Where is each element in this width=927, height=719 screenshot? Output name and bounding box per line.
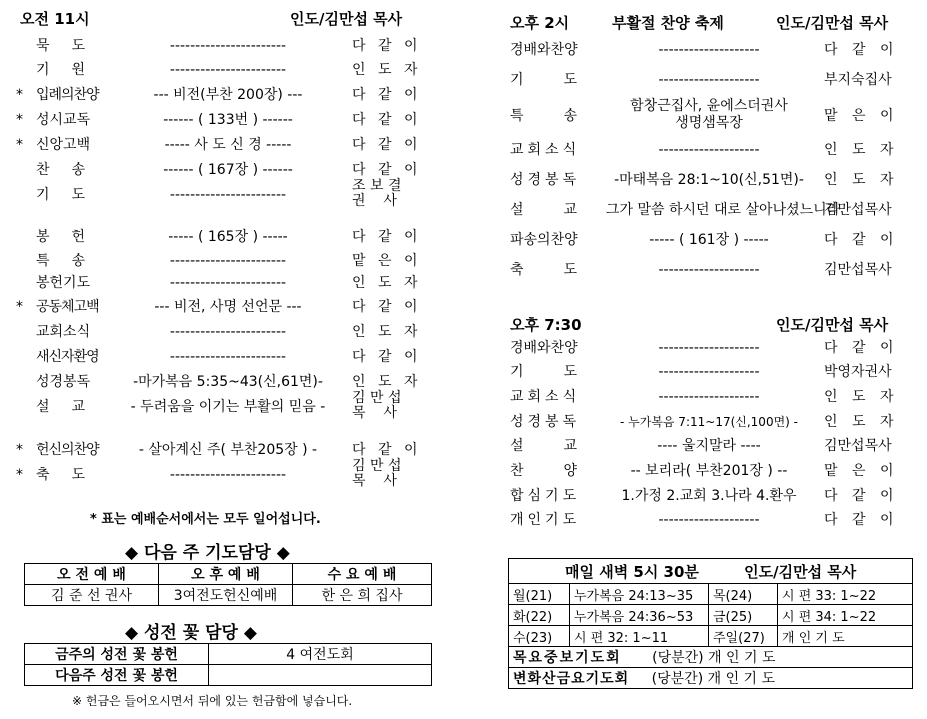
service-leader: 다 같 이 [824,488,899,504]
diamond-icon: ◆ [243,623,257,643]
offering-note: ※ 헌금은 들어오시면서 뒤에 있는 헌금함에 넣습니다. [72,694,353,708]
flower-label: 다음주 성전 꽃 봉헌 [25,665,209,686]
service-label: 봉헌기도 [36,275,91,291]
service-leader: 다 같 이 [352,229,422,245]
service-label: 신앙고백 [36,137,91,153]
service-label: 찬양 [510,463,618,479]
service-leader: 김 만 섭 목 사 [352,390,402,421]
service-label: 공동체고백 [36,299,99,315]
service-leader: 다 같 이 [352,112,422,128]
service-row [0,170,927,190]
service-leader: 김 만 섭 목 사 [352,458,402,489]
service-detail: - 누가복음 7:11~17(신,100면) - [619,415,798,429]
service-detail: ----------------------- [169,349,287,365]
dawn-day: 월(21) [509,584,570,605]
thursday-prayer-label: 목요중보기도회 [513,650,622,666]
service-leader: 김만섭목사 [824,438,892,454]
dawn-leader: 인도/김만섭 목사 [744,562,857,581]
standing-mark: * [16,87,23,103]
service-detail: ----------------------- [169,187,287,203]
service-row [0,387,927,407]
service-row [0,461,927,481]
flower-table [24,643,432,686]
standing-footnote: * 표는 예배순서에서는 모두 일어섭니다. [90,512,321,527]
service-detail: -------------------- [658,389,760,405]
service-label: 성경봉독 [510,414,581,430]
dawn-reading: 누가복음 24:36~53 [570,605,709,626]
service-detail: ----------------------- [169,62,287,78]
service-detail: ----- ( 165장 ) ----- [168,229,288,245]
service-row [0,230,927,250]
service-leader: 다 같 이 [824,512,899,528]
service-row [0,98,927,131]
dawn-day: 주일(27) [709,626,778,647]
service-leader: 김만섭목사 [824,202,892,218]
service-label: 합심기도 [510,488,581,504]
service-label: 헌신의찬양 [36,442,99,458]
service-leader: 인 도 자 [352,324,422,340]
morning-time: 오전 11시 [20,10,90,28]
dawn-reading: 시 편 34: 1~22 [778,605,913,626]
service-detail: -------------------- [658,42,760,58]
service-leader: 다 같 이 [352,349,422,365]
service-leader: 다 같 이 [824,232,899,248]
service-detail: --- 비전(부찬 200장) --- [153,87,303,103]
prayer-value: 한 은 희 집사 [293,585,432,606]
service-label: 봉헌 [36,229,108,245]
service-leader: 다 같 이 [824,340,899,356]
service-label: 성경봉독 [510,172,581,188]
service-label: 경배와찬양 [510,42,578,58]
service-label: 성시교독 [36,112,91,128]
service-detail: ----------------------- [169,467,287,483]
morning-leader: 인도/김만섭 목사 [290,10,403,28]
prayer-header: 수 요 예 배 [293,564,432,585]
service-leader: 조 보 결 권 사 [352,178,402,209]
service-label: 기원 [36,62,108,78]
pm2-leader: 인도/김만섭 목사 [776,14,889,32]
service-row [0,40,927,60]
dawn-reading: 개 인 기 도 [778,626,913,647]
service-row [0,260,927,280]
service-detail: ----------------------- [169,38,287,54]
service-label: 설교 [510,202,618,218]
standing-mark: * [16,112,23,128]
service-detail: --- 비전, 사명 선언문 --- [154,299,302,315]
friday-prayer-value: (당분간) 개 인 기 도 [651,671,776,687]
next-week-title: ◆ 다음 주 기도담당 ◆ [125,543,290,563]
service-label: 성경봉독 [36,374,91,390]
service-leader: 부지숙집사 [824,72,892,88]
service-detail: ----------------------- [169,275,287,291]
service-label: 새신자환영 [36,349,99,365]
service-detail: - 살아계신 주( 부찬205장 ) - [138,442,318,458]
standing-mark: * [16,299,23,315]
service-row [0,70,927,90]
service-leader: 다 같 이 [352,162,422,178]
service-row [0,510,927,530]
service-detail: ---- 울지말라 ---- [657,438,761,454]
flower-label: 금주의 성전 꽃 봉헌 [25,644,209,665]
prayer-header: 오 전 예 배 [25,564,159,585]
service-label: 특송 [36,253,108,269]
service-leader: 맡 은 이 [824,463,899,479]
service-row [0,362,927,382]
service-leader: 다 같 이 [352,442,422,458]
friday-prayer-row [509,668,913,689]
flower-value: 4 여전도회 [209,644,432,665]
thursday-prayer-row [509,647,913,668]
service-detail: 그가 말씀 하시던 대로 살아나셨느니라 [606,202,841,218]
service-leader: 다 같 이 [824,42,899,58]
service-label: 찬송 [36,162,108,178]
pm2-time: 오후 2시 [510,14,570,32]
service-leader: 김만섭목사 [824,262,892,278]
service-leader: 인 도 자 [352,275,422,291]
dawn-reading: 시 편 33: 1~22 [778,584,913,605]
flower-value [209,665,432,686]
pm7-time: 오후 7:30 [510,316,582,334]
service-label: 교회소식 [36,324,91,340]
service-label: 경배와찬양 [510,340,578,356]
service-detail: -------------------- [658,364,760,380]
service-detail: ----------------------- [169,324,287,340]
service-label: 축도 [510,262,618,278]
service-label: 축도 [36,467,108,483]
dawn-reading: 누가복음 24:13~35 [570,584,709,605]
dawn-day: 화(22) [509,605,570,626]
service-detail: -------------------- [658,72,760,88]
service-detail: -------------------- [658,512,760,528]
service-leader: 다 같 이 [352,137,422,153]
dawn-day: 목(24) [709,584,778,605]
dawn-prayer-table [508,558,913,689]
service-detail: ------ ( 133번 ) ------ [163,112,293,128]
service-label: 특송 [510,108,618,124]
service-label: 기도 [510,364,618,380]
service-label: 설교 [510,438,618,454]
pm7-leader: 인도/김만섭 목사 [776,316,889,334]
dawn-reading: 시 편 32: 1~11 [570,626,709,647]
service-row [0,200,927,220]
service-detail: ------ ( 167장 ) ------ [163,162,293,178]
service-leader: 인 도 자 [824,142,899,158]
service-row [0,338,927,358]
service-row [0,486,927,506]
dawn-title: 매일 새벽 5시 30분 [565,562,699,581]
service-row [0,140,927,160]
service-detail: -------------------- [658,142,760,158]
flower-title: ◆ 성전 꽃 담당 ◆ [125,623,257,643]
service-row [0,436,927,456]
standing-mark: * [16,467,23,483]
prayer-header: 오 후 예 배 [159,564,293,585]
service-leader: 인 도 자 [824,414,899,430]
service-label: 교회소식 [510,389,581,405]
service-leader: 인 도 자 [352,374,422,390]
friday-prayer-label: 변화산금요기도회 [513,671,630,687]
service-leader: 박영자권사 [824,364,892,380]
service-label: 기도 [36,187,108,203]
service-leader: 인 도 자 [824,389,899,405]
service-label: 묵도 [36,38,108,54]
thursday-prayer-value: (당분간) 개 인 기 도 [652,650,776,666]
service-detail: 함창근집사, 윤에스더권사 생명샘목장 [630,98,788,131]
dawn-day: 수(23) [509,626,570,647]
prayer-value: 3여전도헌신예배 [159,585,293,606]
service-detail: -- 보리라( 부찬201장 ) -- [630,463,788,479]
service-label: 개인기도 [510,512,581,528]
standing-mark: * [16,442,23,458]
diamond-icon: ◆ [125,623,139,643]
service-label: 입례의찬양 [36,87,99,103]
dawn-header [509,559,913,584]
service-detail: - 두려움을 이기는 부활의 믿음 - [130,399,326,415]
service-row [0,412,927,432]
service-leader: 맡 은 이 [824,108,899,124]
standing-mark: * [16,137,23,153]
service-label: 기도 [510,72,618,88]
dawn-day: 금(25) [709,605,778,626]
service-leader: 인 도 자 [824,172,899,188]
diamond-icon: ◆ [276,543,290,563]
service-label: 파송의찬양 [510,232,578,248]
service-leader: 맡 은 이 [352,253,422,269]
service-detail: ----- 사 도 신 경 ----- [164,137,292,153]
service-leader: 인 도 자 [352,62,422,78]
service-detail: 1.가정 2.교회 3.나라 4.환우 [621,488,797,504]
service-label: 교회소식 [510,142,581,158]
service-detail: -------------------- [658,262,760,278]
service-detail: -마가복음 5:35~43(신,61면)- [133,374,323,390]
service-detail: -마태복음 28:1~10(신,51면)- [614,172,804,188]
service-leader: 다 같 이 [352,38,422,54]
service-detail: -------------------- [658,340,760,356]
service-leader: 다 같 이 [352,299,422,315]
prayer-duty-table [24,563,432,606]
service-leader: 다 같 이 [352,87,422,103]
service-detail: ----------------------- [169,253,287,269]
service-detail: ----- ( 161장 ) ----- [649,232,769,248]
prayer-value: 김 준 선 권사 [25,585,159,606]
service-row [0,297,440,317]
service-label: 설교 [36,399,108,415]
pm2-title: 부활절 찬양 축제 [612,14,724,32]
diamond-icon: ◆ [125,543,139,563]
